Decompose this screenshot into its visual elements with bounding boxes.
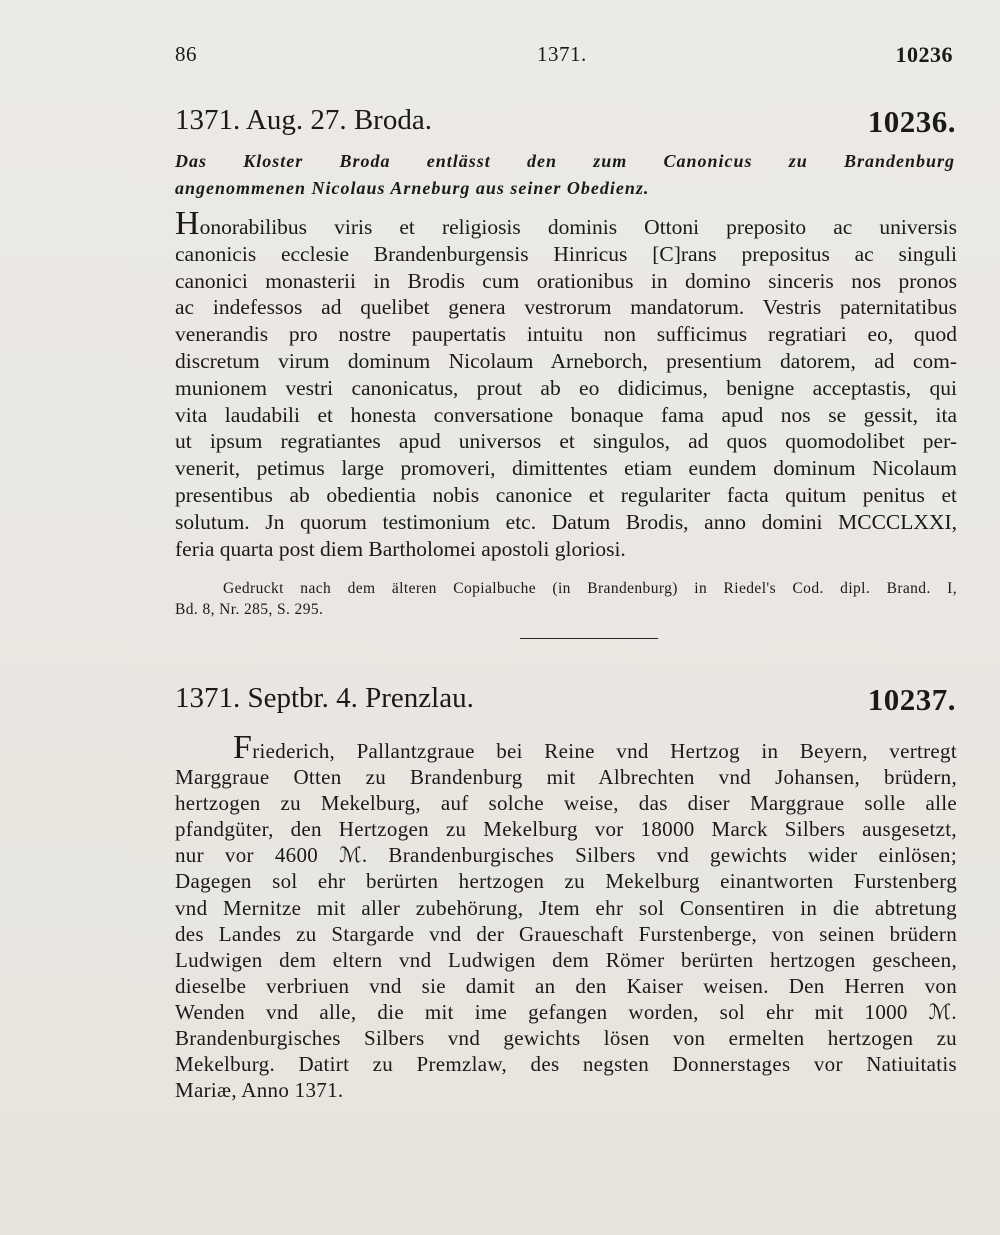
body-line: des Landes zu Stargarde vnd der Graueschaft Furstenberge, von seinen brüdern xyxy=(175,921,957,946)
body-line: pfandgüter, den Hertzogen zu Mekelburg vor 18000 Marck Silbers ausgesetzt, xyxy=(175,817,957,842)
body-line-text: riederich, Pallantzgraue bei Reine vnd Hertzog in Beyern, vertregt xyxy=(252,739,957,763)
note-line: Bd. 8, Nr. 285, S. 295. xyxy=(175,601,324,618)
body-line: canonicis ecclesie Brandenburgensis Hinricus [C]rans prepositus ac singuli xyxy=(175,241,957,266)
body-line: feria quarta post diem Bartholomei apostoli gloriosi. xyxy=(175,536,626,561)
body-line: venerandis pro nostre paupertatis intuitu non sufficimus regratiari eo, quod xyxy=(175,322,957,347)
document-summary xyxy=(175,148,955,202)
body-line: Dagegen sol ehr berürten hertzogen zu Mekelburg einantworten Furstenberg xyxy=(175,869,957,894)
document-heading xyxy=(175,104,956,144)
running-head-document-number: 10236 xyxy=(895,42,953,67)
body-line xyxy=(175,205,957,242)
page-number: 86 xyxy=(175,42,197,66)
document-number: 10237. xyxy=(867,682,956,717)
body-line xyxy=(175,729,957,766)
body-line: dieselbe verbriuen vnd sie damit an den Kaiser weisen. Den Herren von xyxy=(175,973,957,998)
document-body xyxy=(175,205,957,562)
initial-letter: H xyxy=(175,205,200,242)
body-line: Ludwigen dem eltern vnd Ludwigen dem Römer berürten hertzogen gescheen, xyxy=(175,947,957,972)
initial-letter: F xyxy=(233,729,253,766)
body-line: ac indefessos ad quelibet genera vestrorum mandatorum. Vestris paternitatibus xyxy=(175,295,957,320)
body-line: hertzogen zu Mekelburg, auf solche weise, das diser Marggraue solle alle xyxy=(175,791,957,816)
body-line: vita laudabili et honesta conversatione bonaque fama apud nos se gessit, ita xyxy=(175,402,957,427)
running-head-year: 1371. xyxy=(537,42,587,66)
body-line: Wenden vnd alle, die mit ime gefangen worden, sol ehr mit 1000 ℳ︎. xyxy=(175,999,957,1024)
summary-line: angenommenen Nicolaus Arneburg aus seiner Obedienz. xyxy=(175,178,650,198)
body-line: Mekelburg. Datirt zu Premzlaw, des negsten Donnerstages vor Natiuitatis xyxy=(175,1052,957,1077)
body-line: Marggraue Otten zu Brandenburg mit Albrechten vnd Johansen, brüdern, xyxy=(175,765,957,790)
body-line: solutum. Jn quorum testimonium etc. Datum Brodis, anno domini MCCCLXXI, xyxy=(175,509,957,534)
body-line: munionem vestri canonicatus, prout ab eo didicimus, benigne acceptastis, qui xyxy=(175,375,957,400)
body-line: nur vor 4600 ℳ︎. Brandenburgisches Silbers vnd gewichts wider einlösen; xyxy=(175,843,957,868)
body-line: vnd Mernitze mit aller zubehörung, Jtem ehr sol Consentiren in die abtretung xyxy=(175,895,957,920)
running-head xyxy=(175,42,953,78)
document-body xyxy=(175,729,957,1103)
body-line: canonici monasterii in Brodis cum orationibus in domino sinceris nos pronos xyxy=(175,268,957,293)
body-line: discretum virum dominum Nicolaum Arneborch, presentium datorem, ad com- xyxy=(175,348,957,373)
document-date-place: 1371. Aug. 27. Broda. xyxy=(175,104,432,136)
body-line: Mariæ, Anno 1371. xyxy=(175,1078,344,1103)
document-number: 10236. xyxy=(867,104,956,139)
section-divider xyxy=(520,638,658,639)
body-line: presentibus ab obedientia nobis canonice et regulariter facta quitum penitus et xyxy=(175,482,957,507)
body-line-text: onorabilibus viris et religiosis dominis Ottoni preposito ac universis xyxy=(199,215,957,239)
summary-line: Das Kloster Broda entlässt den zum Canonicus zu Brandenburg xyxy=(175,151,955,171)
document-date-place: 1371. Septbr. 4. Prenzlau. xyxy=(175,682,474,714)
document-heading xyxy=(175,682,956,722)
body-line: venerit, petimus large promoveri, dimittentes etiam eundem dominum Nicolaum xyxy=(175,456,957,481)
body-line: ut ipsum regratiantes apud universos et singulos, ad quos quomodolibet per- xyxy=(175,429,957,454)
body-line: Brandenburgisches Silbers vnd gewichts lösen von ermelten hertzogen zu xyxy=(175,1026,957,1051)
note-line: Gedruckt nach dem älteren Copialbuche (in Brandenburg) in Riedel's Cod. dipl. Brand. I, xyxy=(223,580,957,597)
source-note xyxy=(175,578,957,620)
